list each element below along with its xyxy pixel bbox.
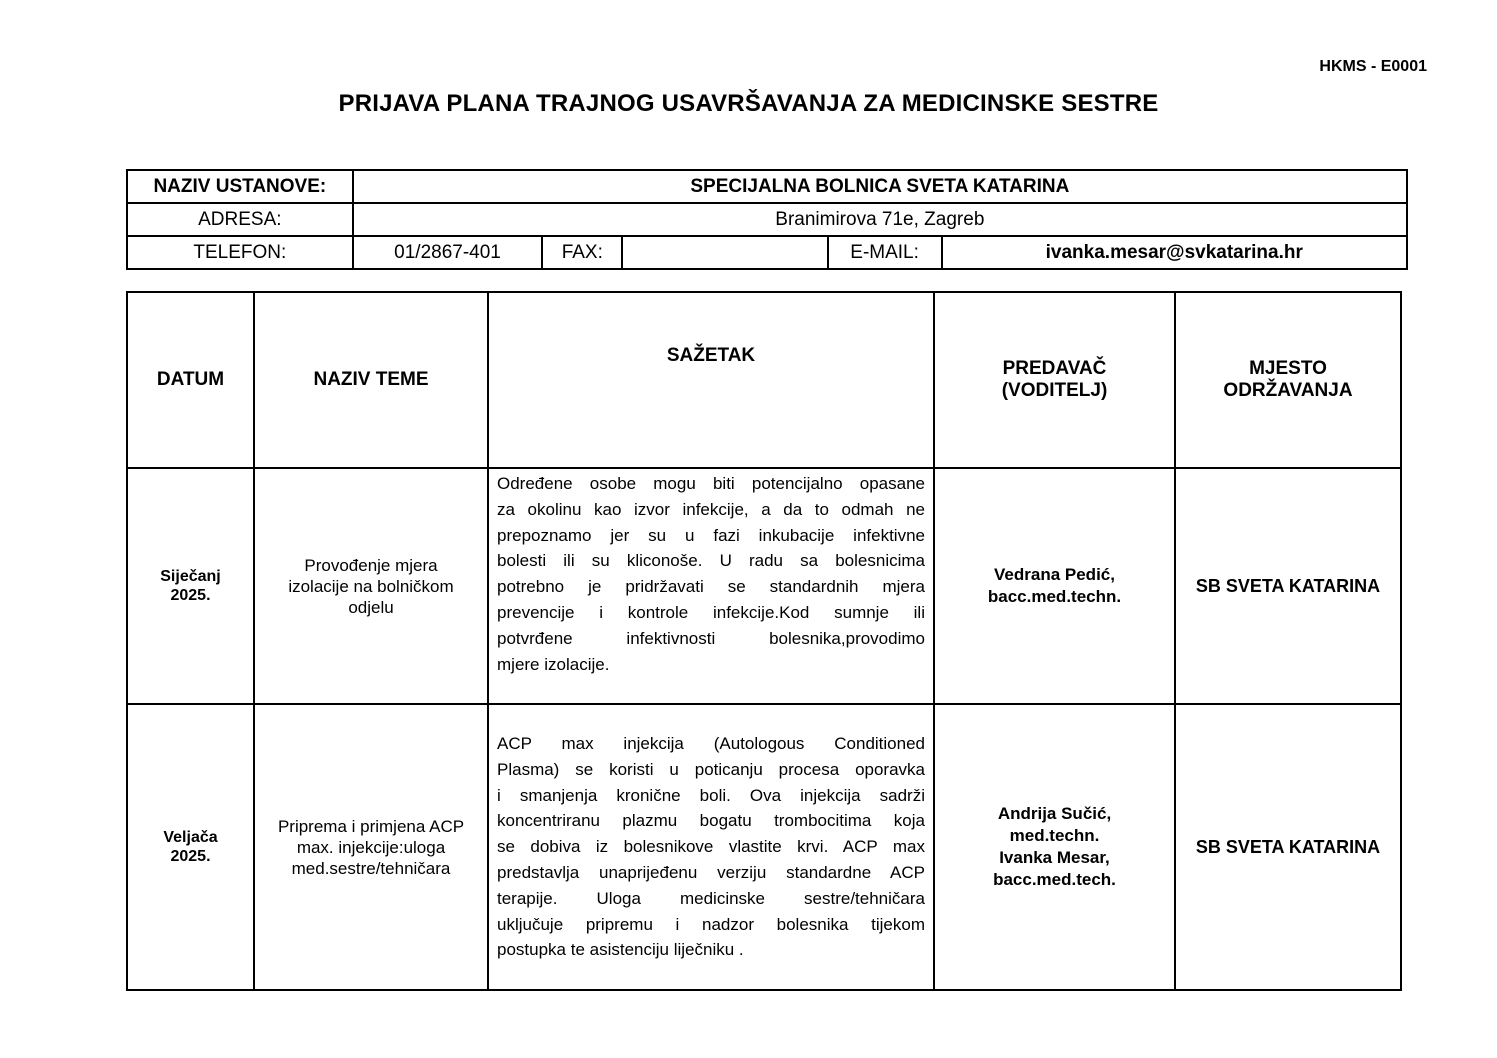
contact-row: [127, 236, 1407, 269]
row-place: SB SVETA KATARINA: [1175, 704, 1401, 990]
address-value: Branimirova 71e, Zagreb: [353, 203, 1407, 236]
institution-name-label: NAZIV USTANOVE:: [127, 170, 353, 203]
fax-label: FAX:: [542, 236, 622, 269]
lecturer-title: bacc.med.techn.: [987, 587, 1122, 606]
email-value: ivanka.mesar@svkatarina.hr: [942, 236, 1407, 269]
row-lecturer: [934, 468, 1175, 704]
lecturer-title: med.techn.: [1009, 826, 1100, 845]
table-header-row: [127, 292, 1401, 468]
lecturer-name: Andrija Sučić,: [997, 804, 1112, 823]
phone-label: TELEFON:: [127, 236, 353, 269]
summary-line: prepoznamo jer su u fazi inkubacije infektivne: [497, 525, 925, 545]
summary-line: koncentriranu plazmu bogatu trombocitima koja: [497, 811, 925, 831]
summary-line: za okolinu kao izvor infekcije, a da to odmah ne: [497, 499, 925, 519]
row-topic-line: odjelu: [348, 597, 394, 617]
row-place: SB SVETA KATARINA: [1175, 468, 1401, 704]
training-plan-table: [126, 291, 1402, 991]
institution-info-table: [126, 169, 1408, 270]
institution-name-row: [127, 170, 1407, 203]
institution-name-value: SPECIJALNA BOLNICA SVETA KATARINA: [353, 170, 1407, 203]
summary-line: mjere izolacije.: [497, 654, 610, 674]
row-topic-line: max. injekcije:uloga: [296, 837, 446, 857]
row-date-month: Veljača: [163, 829, 218, 846]
document-title: PRIJAVA PLANA TRAJNOG USAVRŠAVANJA ZA MEDICINSKE SESTRE: [338, 90, 1159, 117]
column-header-summary: SAŽETAK: [488, 292, 934, 468]
lecturer-title: bacc.med.tech.: [993, 870, 1116, 889]
summary-line: potvrđene infektivnosti bolesnika,provodimo: [497, 628, 925, 648]
summary-line: uključuje pripremu i nadzor bolesnika tijekom: [497, 914, 925, 934]
column-header-lecturer: [934, 292, 1175, 468]
summary-line: prevencije i kontrole infekcije.Kod sumnje ili: [497, 602, 925, 622]
document-code: HKMS - E0001: [1319, 58, 1427, 75]
column-header-place-line2: ODRŽAVANJA: [1223, 380, 1353, 401]
summary-line: postupka te asistenciju liječniku .: [497, 940, 744, 960]
table-row: [127, 704, 1401, 990]
phone-value: 01/2867-401: [353, 236, 543, 269]
column-header-place: [1175, 292, 1401, 468]
row-topic-line: izolacije na bolničkom: [288, 576, 454, 596]
column-header-place-line1: MJESTO: [1249, 358, 1327, 379]
column-header-lecturer-line2: (VODITELJ): [1001, 380, 1108, 401]
table-row: [127, 468, 1401, 704]
row-date: [127, 468, 254, 704]
column-header-date: DATUM: [127, 292, 254, 468]
row-summary: [488, 704, 934, 990]
lecturer-name: Ivanka Mesar,: [999, 848, 1110, 867]
row-summary: [488, 468, 934, 704]
summary-line: se dobiva iz bolesnikove vlastite krvi. ACP max: [497, 837, 925, 857]
email-label: E-MAIL:: [828, 236, 942, 269]
column-header-topic: NAZIV TEME: [254, 292, 488, 468]
row-topic: [254, 468, 488, 704]
column-header-lecturer-line1: PREDAVAČ: [1002, 358, 1107, 379]
summary-line: i smanjenja kronične boli. Ova injekcija sadrži: [497, 785, 925, 805]
address-row: [127, 203, 1407, 236]
address-label: ADRESA:: [127, 203, 353, 236]
row-date-month: Siječanj: [160, 568, 221, 585]
summary-line: terapije. Uloga medicinske sestre/tehničara: [497, 888, 925, 908]
row-date-year: 2025.: [170, 587, 211, 604]
summary-line: bolesti ili su kliconoše. U radu sa bolesnicima: [497, 551, 925, 571]
row-lecturer: [934, 704, 1175, 990]
summary-line: Određene osobe mogu biti potencijalno opasane: [497, 474, 925, 493]
lecturer-name: Vedrana Pedić,: [994, 565, 1115, 584]
row-topic-line: Priprema i primjena ACP: [277, 816, 465, 836]
summary-line: ACP max injekcija (Autologous Conditioned: [497, 734, 925, 753]
row-topic-line: Provođenje mjera: [304, 555, 438, 575]
fax-value: [622, 236, 827, 269]
row-date: [127, 704, 254, 990]
summary-line: predstavlja unaprijeđenu verziju standardne ACP: [497, 862, 925, 882]
row-topic-line: med.sestre/tehničara: [291, 858, 451, 878]
summary-line: Plasma) se koristi u poticanju procesa oporavka: [497, 759, 925, 779]
summary-line: potrebno je pridržavati se standardnih mjera: [497, 577, 925, 597]
row-date-year: 2025.: [170, 848, 211, 865]
row-topic: [254, 704, 488, 990]
